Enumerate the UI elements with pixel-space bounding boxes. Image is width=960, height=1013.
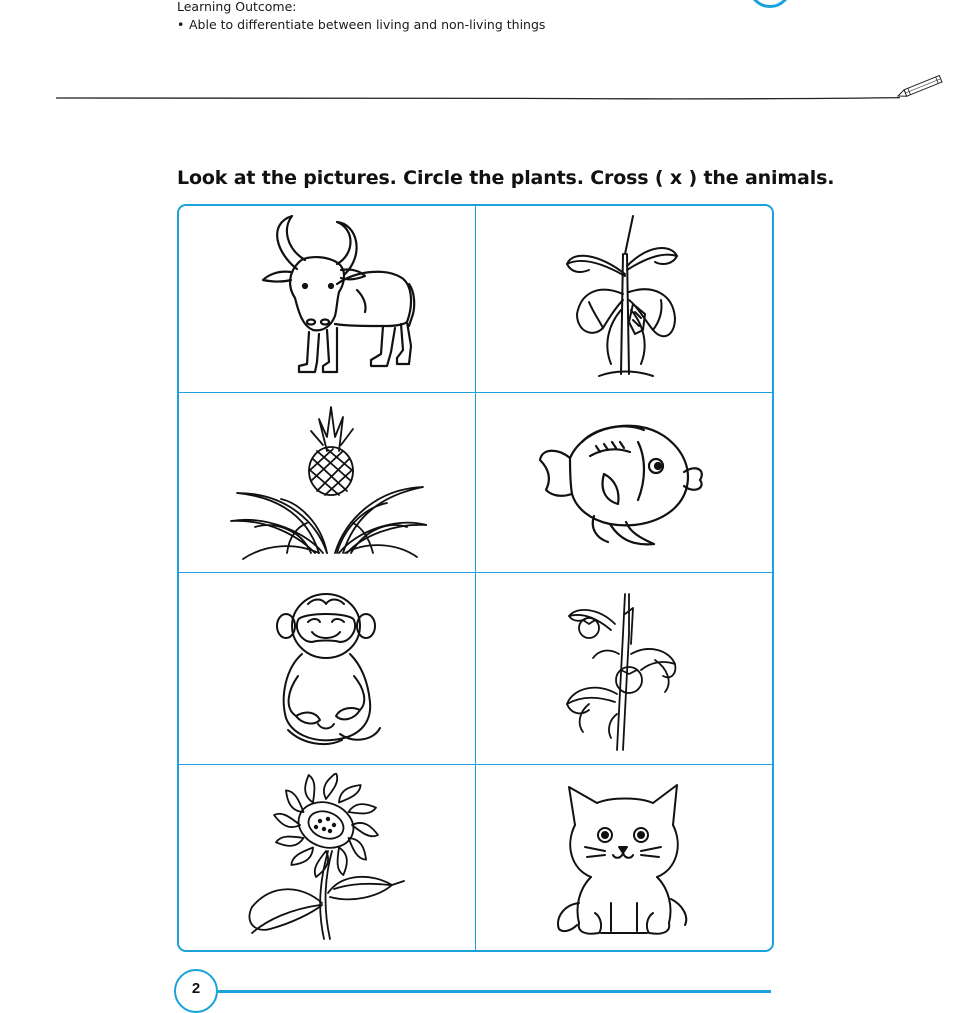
picture-grid bbox=[177, 204, 774, 952]
learning-outcome-item: • Able to differentiate between living and non-living things bbox=[177, 16, 545, 34]
fish-icon bbox=[534, 408, 714, 558]
sunflower-icon bbox=[242, 773, 412, 943]
divider-line bbox=[56, 98, 900, 99]
picture-cell-monkey[interactable] bbox=[179, 573, 476, 765]
picture-cell-buffalo[interactable] bbox=[179, 206, 476, 393]
page-number-badge bbox=[174, 969, 218, 1013]
page-number: 2 bbox=[191, 980, 201, 997]
picture-cell-banana-plant[interactable] bbox=[476, 206, 772, 393]
picture-cell-pineapple-plant[interactable] bbox=[179, 393, 476, 573]
learning-outcome-heading: Learning Outcome: bbox=[177, 0, 297, 14]
banana-plant-icon bbox=[559, 214, 689, 384]
pineapple-plant-icon bbox=[227, 403, 427, 563]
pencil-icon bbox=[897, 76, 942, 100]
monkey-icon bbox=[262, 584, 392, 754]
pencil-divider bbox=[0, 0, 960, 110]
instruction-text: Look at the pictures. Circle the plants. Cross ( x ) the animals. bbox=[177, 167, 835, 189]
picture-cell-fish[interactable] bbox=[476, 393, 772, 573]
picture-cell-kitten[interactable] bbox=[476, 765, 772, 950]
picture-cell-sunflower[interactable] bbox=[179, 765, 476, 950]
buffalo-icon bbox=[237, 214, 417, 384]
footer-line bbox=[218, 990, 771, 993]
kitten-icon bbox=[549, 773, 699, 943]
picture-cell-tomato-plant[interactable] bbox=[476, 573, 772, 765]
tomato-plant-icon bbox=[559, 584, 689, 754]
